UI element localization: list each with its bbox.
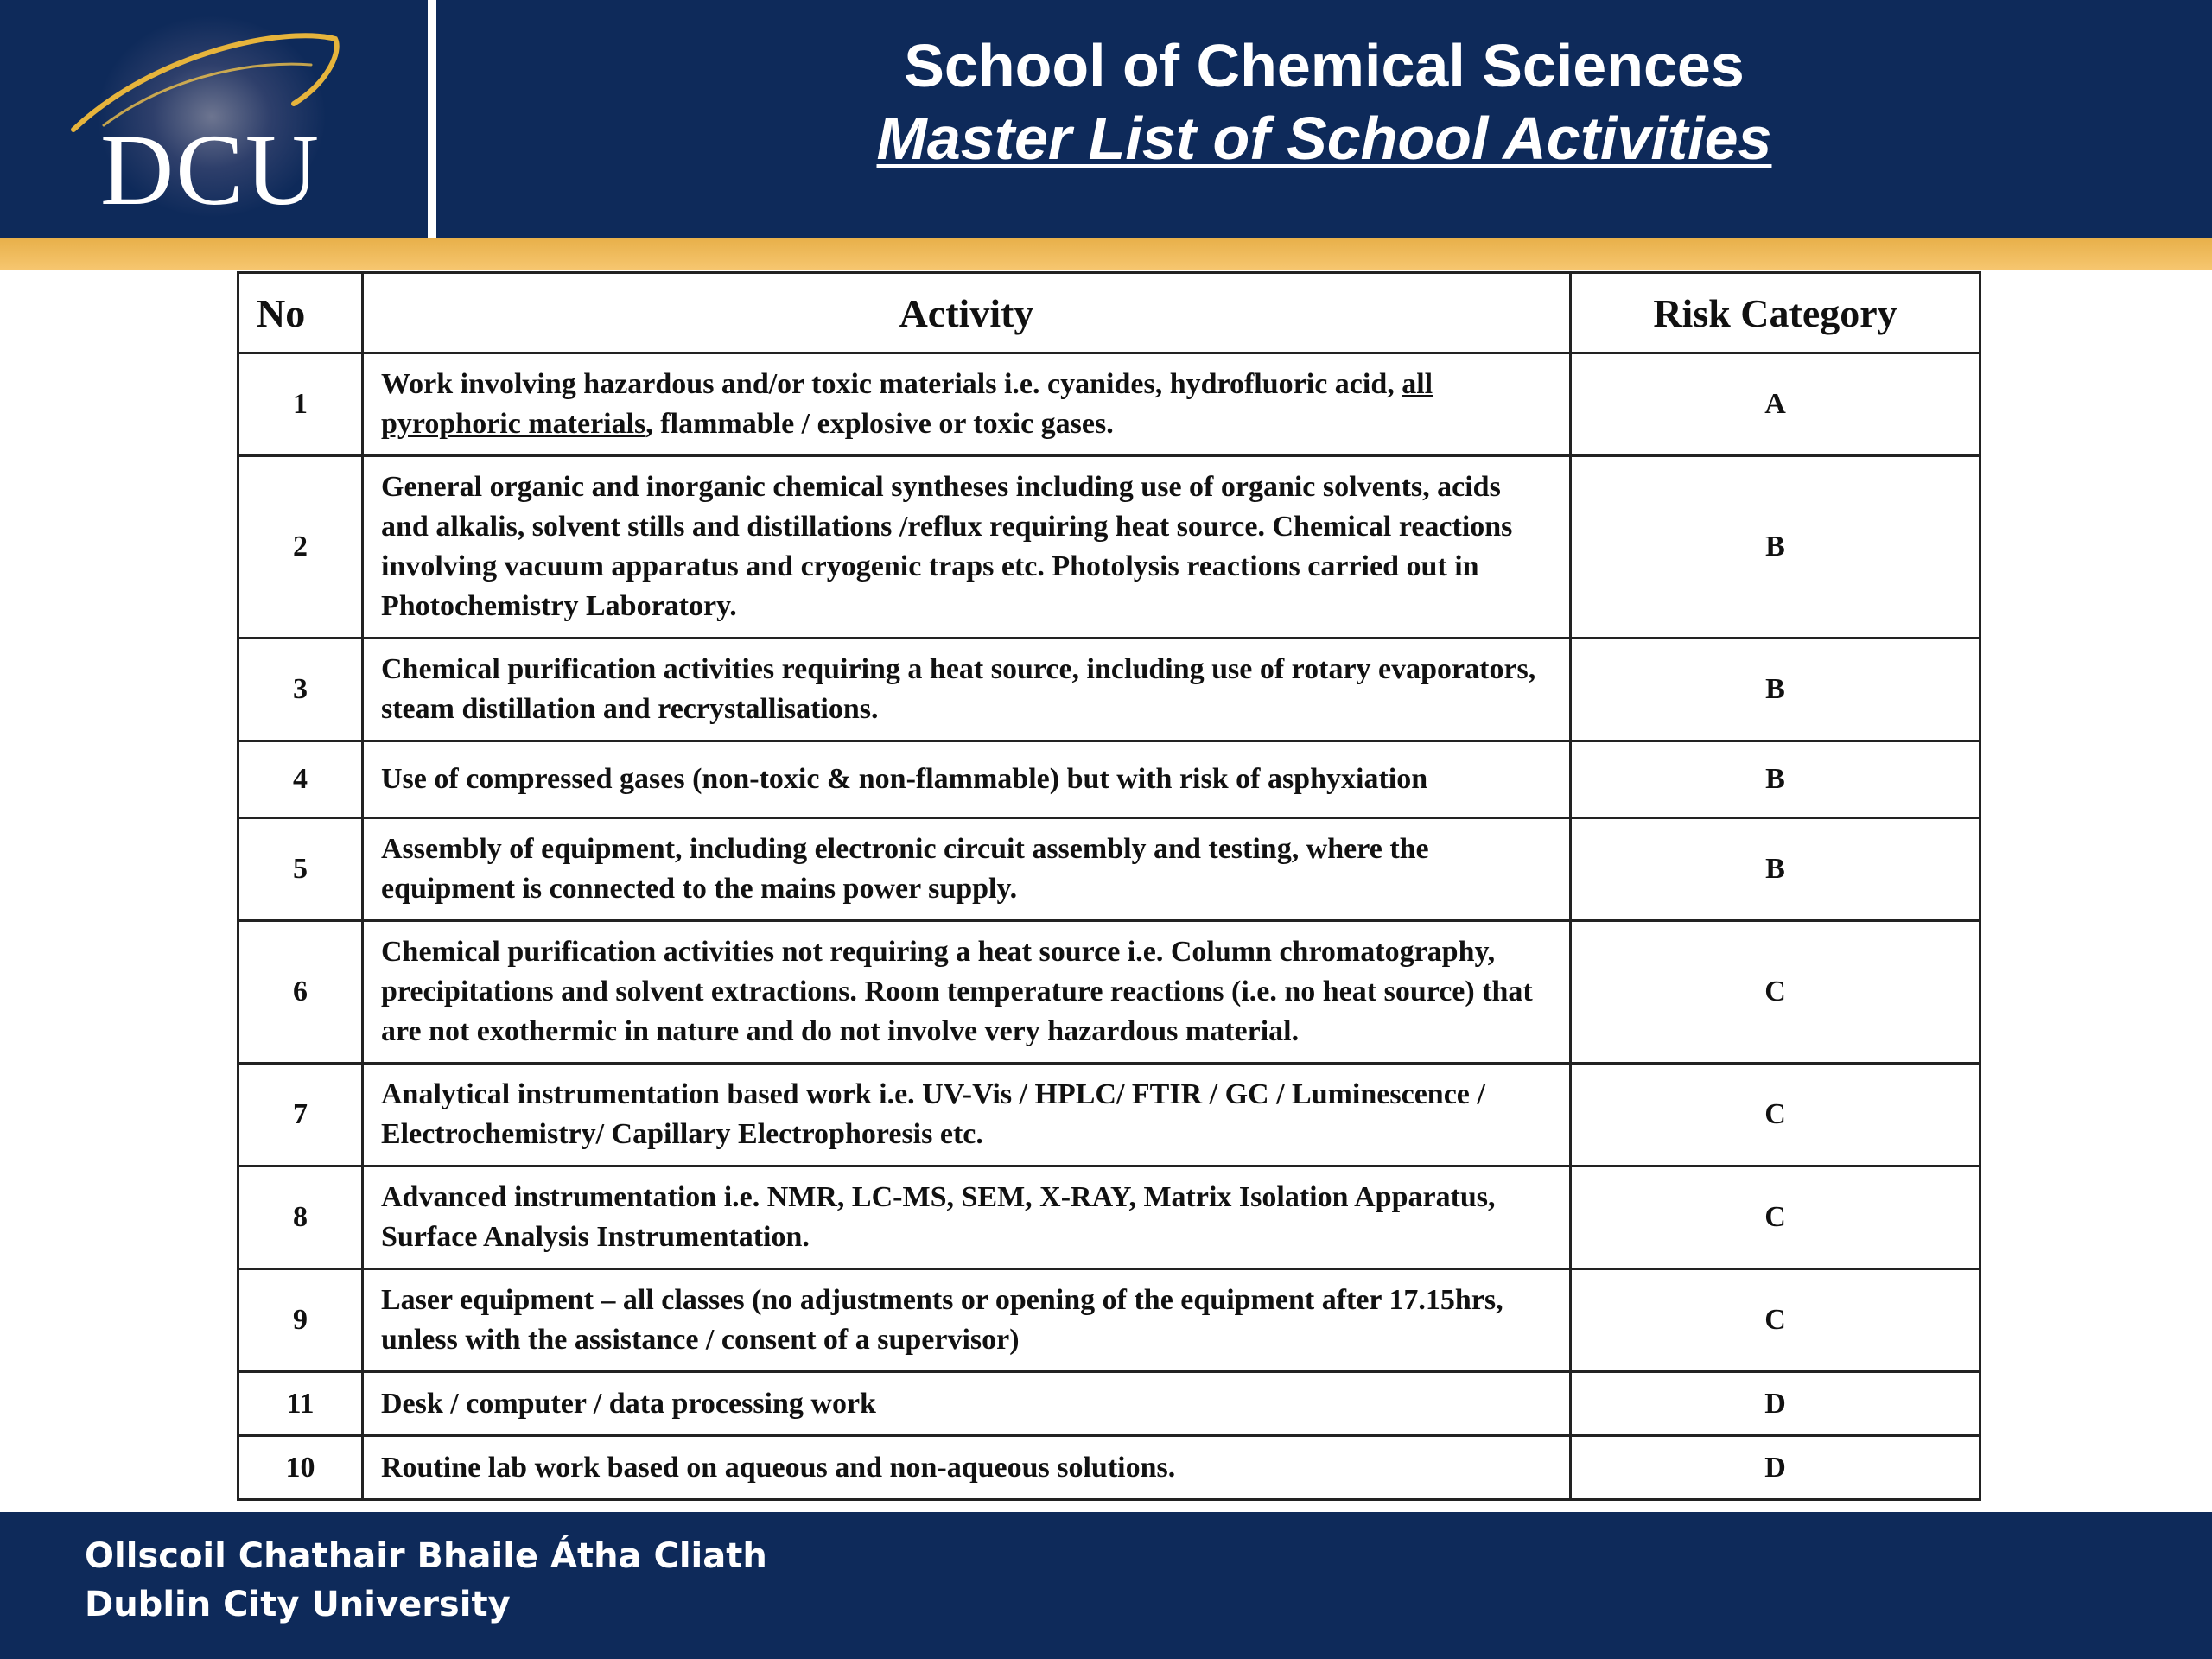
risk-category: C — [1571, 1064, 1980, 1166]
footer-banner — [0, 1512, 2212, 1659]
activity-description: Desk / computer / data processing work — [363, 1372, 1571, 1436]
row-number: 7 — [238, 1064, 363, 1166]
column-header-risk-category: Risk Category — [1571, 273, 1980, 353]
table-row — [238, 921, 1980, 1064]
header-banner — [0, 0, 2212, 238]
table-header-row — [238, 273, 1980, 353]
activity-description: Chemical purification activities requiring a heat source, including use of rotary evaporators, steam distillation and recrystallisations. — [363, 639, 1571, 741]
dcu-logo — [0, 0, 428, 238]
activity-text-underlined: all pyrophoric materials — [381, 368, 1433, 440]
orange-divider-band — [0, 238, 2212, 270]
row-number: 11 — [238, 1372, 363, 1436]
activity-description: General organic and inorganic chemical syntheses including use of organic solvents, acids and alkalis, solvent stills and distillations /reflux requiring heat source. Chemical reactions involving vacuum apparatus and cryogenic traps etc. Photolysis reactions carried out in Photochemistry Laboratory. — [363, 456, 1571, 639]
table-row — [238, 353, 1980, 456]
risk-category: B — [1571, 639, 1980, 741]
page-title: School of Chemical Sciences — [904, 32, 1745, 99]
logo-text: DCU — [100, 113, 321, 226]
table-row — [238, 1064, 1980, 1166]
table-row — [238, 1269, 1980, 1372]
page-subtitle-text: Master List of School Activities — [876, 105, 1772, 172]
activity-description: Routine lab work based on aqueous and non-aqueous solutions. — [363, 1436, 1571, 1500]
page-subtitle — [436, 102, 2212, 175]
risk-category: B — [1571, 741, 1980, 818]
risk-category: C — [1571, 1269, 1980, 1372]
row-number: 3 — [238, 639, 363, 741]
row-number: 10 — [238, 1436, 363, 1500]
risk-category: D — [1571, 1436, 1980, 1500]
table-row — [238, 818, 1980, 921]
activity-description: Analytical instrumentation based work i.e. UV-Vis / HPLC/ FTIR / GC / Luminescence / Electrochemistry/ Capillary Electrophoresis etc. — [363, 1064, 1571, 1166]
table-row — [238, 456, 1980, 639]
risk-category: B — [1571, 818, 1980, 921]
activity-description — [363, 353, 1571, 456]
risk-category: B — [1571, 456, 1980, 639]
column-header-no: No — [238, 273, 363, 353]
table-row — [238, 639, 1980, 741]
risk-category: A — [1571, 353, 1980, 456]
row-number: 2 — [238, 456, 363, 639]
row-number: 5 — [238, 818, 363, 921]
header-divider — [428, 0, 436, 238]
row-number: 4 — [238, 741, 363, 818]
activities-table — [237, 271, 1981, 1501]
activity-description: Laser equipment – all classes (no adjustments or opening of the equipment after 17.15hrs, unless with the assistance / consent of a supervisor) — [363, 1269, 1571, 1372]
table-row — [238, 1436, 1980, 1500]
row-number: 6 — [238, 921, 363, 1064]
row-number: 9 — [238, 1269, 363, 1372]
activity-description: Assembly of equipment, including electronic circuit assembly and testing, where the equipment is connected to the mains power supply. — [363, 818, 1571, 921]
footer-english-name: Dublin City University — [85, 1585, 511, 1624]
activities-table-container — [237, 271, 1981, 1501]
table-row — [238, 1372, 1980, 1436]
risk-category: D — [1571, 1372, 1980, 1436]
activity-description: Chemical purification activities not requiring a heat source i.e. Column chromatography, precipitations and solvent extractions. Room temperature reactions (i.e. no heat source) that are not exothermic in nature and do not involve very hazardous material. — [363, 921, 1571, 1064]
risk-category: C — [1571, 921, 1980, 1064]
risk-category: C — [1571, 1166, 1980, 1269]
row-number: 8 — [238, 1166, 363, 1269]
activity-text: , flammable / explosive or toxic gases. — [645, 408, 1114, 440]
activity-description: Advanced instrumentation i.e. NMR, LC-MS, SEM, X-RAY, Matrix Isolation Apparatus, Surface Analysis Instrumentation. — [363, 1166, 1571, 1269]
column-header-activity: Activity — [363, 273, 1571, 353]
row-number: 1 — [238, 353, 363, 456]
activity-description: Use of compressed gases (non-toxic & non-flammable) but with risk of asphyxiation — [363, 741, 1571, 818]
activity-text: Work involving hazardous and/or toxic materials i.e. cyanides, hydrofluoric acid, — [381, 368, 1402, 400]
table-row — [238, 741, 1980, 818]
footer-irish-name: Ollscoil Chathair Bhaile Átha Cliath — [85, 1536, 767, 1576]
table-row — [238, 1166, 1980, 1269]
